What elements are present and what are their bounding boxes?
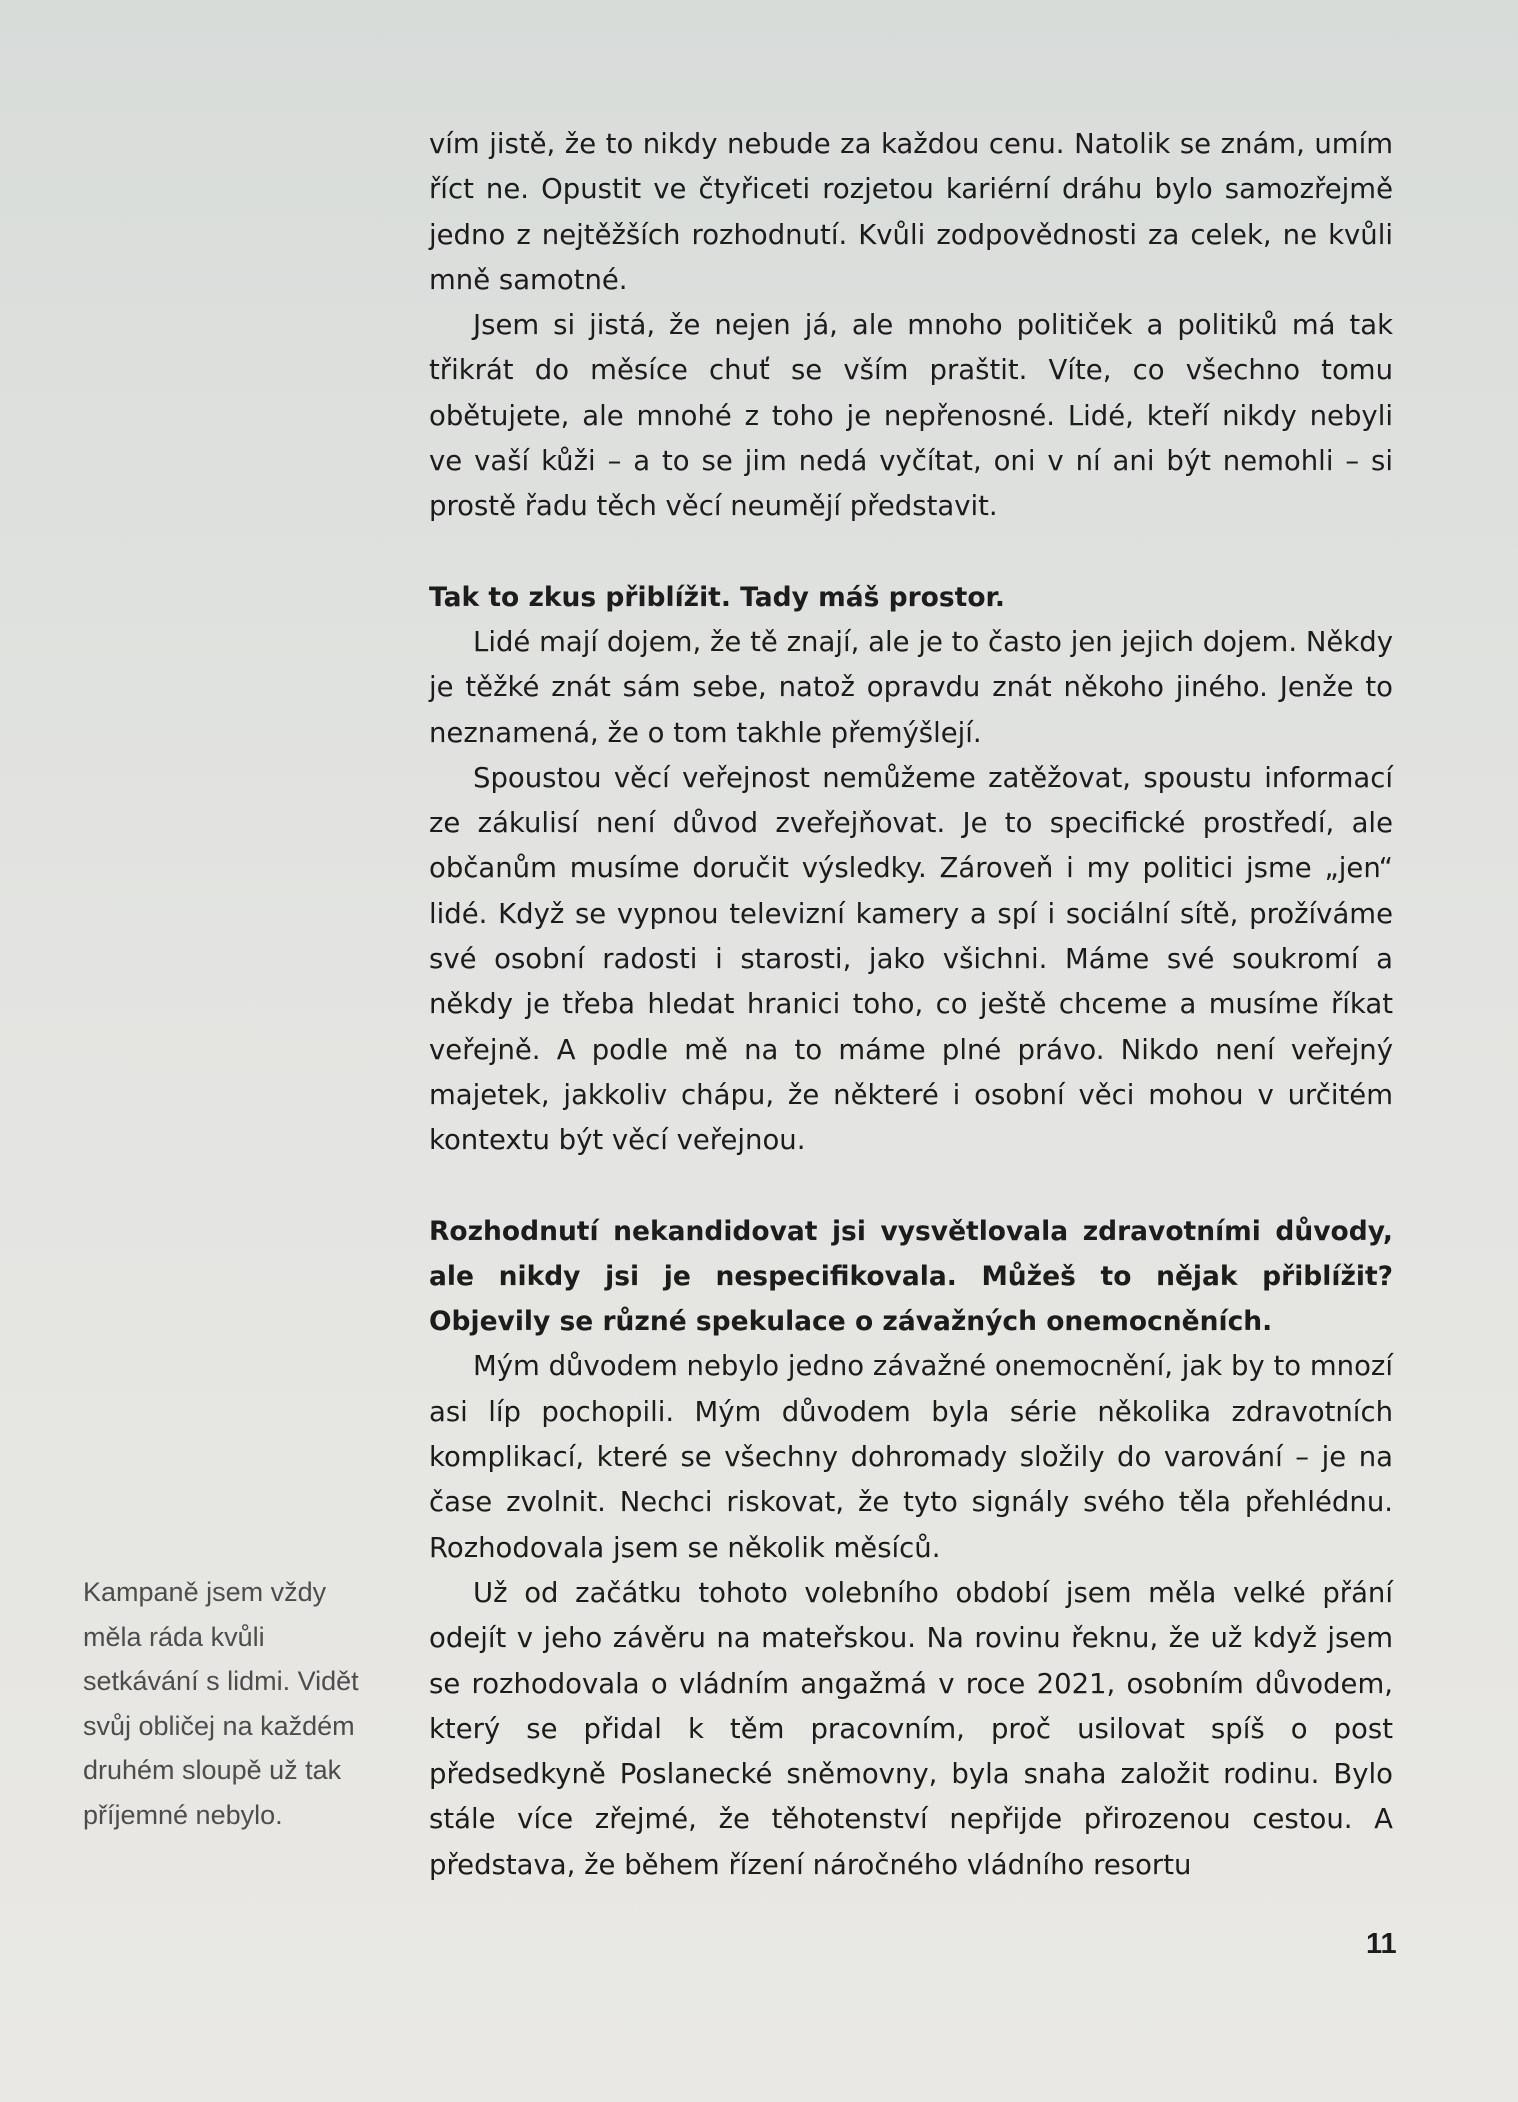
interview-question: Rozhodnutí nekandidovat jsi vysvětlovala zdravotními důvody, ale nikdy jsi je nespecifikovala. Můžeš to nějak přiblížit? Objevily se různé spekulace o závažných onemocněních. <box>429 1215 1393 1338</box>
margin-note-line: svůj obličej na každém <box>83 1710 355 1741</box>
paragraph: vím jistě, že to nikdy nebude za každou cenu. Natolik se znám, umím říct ne. Opustit ve čtyřiceti rozjetou kariérní dráhu bylo samozřejmě jedno z nejtěžších rozhodnutí. Kvůli zodpovědnosti za celek, ne kvůli mně samotné. <box>429 128 1393 296</box>
paragraph: Mým důvodem nebylo jedno závažné onemocnění, jak by to mnozí asi líp pochopili. Mým důvodem byla série několika zdravotních komplikací, které se všechny dohromady složily do varování – je na čase zvolnit. Nechci riskovat, že tyto signály svého těla přehlédnu. Rozhodovala jsem se několik měsíců. <box>429 1350 1393 1564</box>
paragraph: Spoustou věcí veřejnost nemůžeme zatěžovat, spoustu informací ze zákulisí není důvod zveřejňovat. Je to specifické prostředí, ale občanům musíme doručit výsledky. Zároveň i my politici jsme „jen“ lidé. Když se vypnou televizní kamery a spí i sociální sítě, prožíváme své osobní radosti i starosti, jako všichni. Máme své soukromí a někdy je třeba hledat hranici toho, co ještě chceme a musíme říkat veřejně. A podle mě na to máme plné právo. Nikdo není veřejný majetek, jakkoliv chápu, že některé i osobní věci mohou v určitém kontextu být věcí veřejnou. <box>429 761 1393 1157</box>
margin-note-line: druhém sloupě už tak <box>83 1755 342 1786</box>
page-number: 11 <box>1366 1928 1397 1960</box>
margin-note-line: setkávání s lidmi. Vidět <box>83 1666 359 1697</box>
main-text-column <box>429 122 1393 1888</box>
paragraph: Lidé mají dojem, že tě znají, ale je to často jen jejich dojem. Někdy je těžké znát sám sebe, natož opravdu znát někoho jiného. Jenže to neznamená, že o tom takhle přemýšlejí. <box>429 625 1393 749</box>
margin-note <box>83 1570 413 1838</box>
margin-note-line: Kampaně jsem vždy <box>83 1577 327 1607</box>
paragraph: Jsem si jistá, že nejen já, ale mnoho političek a politiků má tak třikrát do měsíce chuť se vším praštit. Víte, co všechno tomu obětujete, ale mnohé z toho je nepřenosné. Lidé, kteří nikdy nebyli ve vaší kůži – a to se jim nedá vyčítat, oni v ní ani být nemohli – si prostě řadu těch věcí neumějí představit. <box>429 309 1393 523</box>
interview-question: Tak to zkus přiblížit. Tady máš prostor. <box>429 581 1005 613</box>
margin-note-line: příjemné nebylo. <box>83 1799 283 1830</box>
paragraph: Už od začátku tohoto volebního období jsem měla velké přání odejít v jeho závěru na mateřskou. Na rovinu řeknu, že už když jsem se rozhodovala o vládním angažmá v roce 2021, osobním důvodem, který se přidal k těm pracovním, proč usilovat spíš o post předsedkyně Poslanecké sněmovny, byla snaha založit rodinu. Bylo stále více zřejmé, že těhotenství nepřijde přirozenou cestou. A představa, že během řízení náročného vládního resortu <box>429 1576 1393 1881</box>
margin-note-line: měla ráda kvůli <box>83 1621 265 1652</box>
